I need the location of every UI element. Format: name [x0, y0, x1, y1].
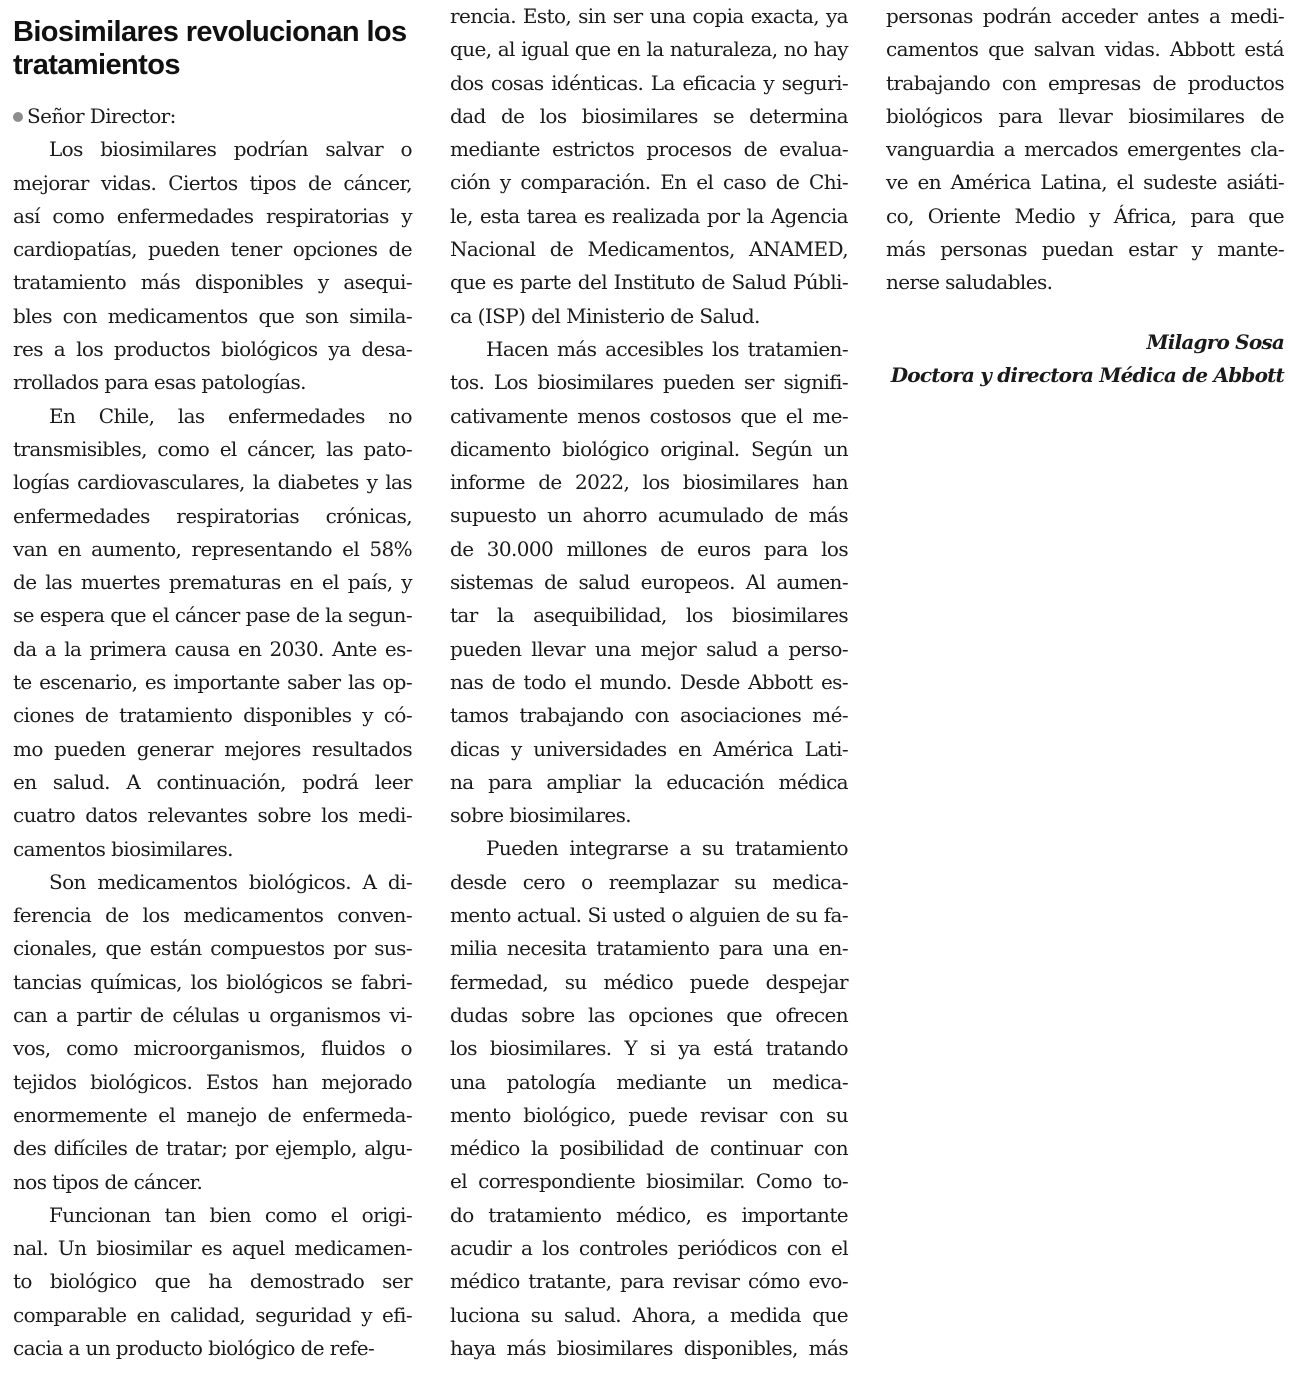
text-line: médico la posibilidad de continuar con	[450, 1136, 848, 1161]
text-line: ve en América Latina, el sudeste asiáti-	[886, 170, 1284, 195]
paragraph	[886, 0, 1284, 300]
text-line: rencia. Esto, sin ser una copia exacta, ya	[450, 4, 848, 28]
text-line: en salud. A continuación, podrá leer	[13, 769, 412, 794]
text-line: ciones de tratamiento disponibles y có-	[13, 703, 412, 728]
text-line: nal. Un biosimilar es aquel medicamen-	[13, 1236, 412, 1261]
text-line: dos cosas idénticas. La eficacia y seguri-	[450, 70, 848, 95]
text-line: médico tratante, para revisar cómo evo-	[450, 1269, 848, 1294]
text-line: res a los productos biológicos ya desa-	[13, 337, 412, 362]
text-line: comparable en calidad, seguridad y efi-	[13, 1302, 412, 1327]
text-line: camentos biosimilares.	[13, 836, 233, 861]
text-line: mento biológico, puede revisar con su	[450, 1102, 848, 1127]
text-line: desde cero o reemplazar su medica-	[450, 869, 848, 894]
text-line: informe de 2022, los biosimilares han	[450, 470, 848, 495]
text-line: Pueden integrarse a su tratamiento	[486, 836, 848, 861]
paragraph	[450, 333, 848, 832]
text-line: los biosimilares. Y si ya está tratando	[450, 1036, 848, 1061]
text-line: transmisibles, como el cáncer, las pato-	[13, 436, 412, 461]
column-2	[450, 0, 848, 1365]
text-line: sistemas de salud europeos. Al aumen-	[450, 570, 848, 595]
text-line: una patología mediante un medica-	[450, 1069, 848, 1094]
text-line: personas podrán acceder antes a medi-	[886, 4, 1284, 28]
text-line: que es parte del Instituto de Salud Públi-	[450, 270, 848, 295]
paragraph	[13, 400, 412, 866]
text-line: da a la primera causa en 2030. Ante es-	[13, 636, 412, 661]
text-line: más personas puedan estar y mante-	[886, 237, 1284, 262]
text-line: biológicos para llevar biosimilares de	[886, 103, 1284, 128]
text-line: te escenario, es importante saber las op-	[13, 670, 412, 695]
text-line: que, al igual que en la naturaleza, no hay	[450, 37, 848, 62]
column-1	[13, 0, 412, 1365]
text-line: tejidos biológicos. Estos han mejorado	[13, 1069, 412, 1094]
text-line: trabajando con empresas de productos	[886, 70, 1284, 95]
text-line: dicas y universidades en América Lati-	[450, 736, 848, 761]
text-line: fermedad, su médico puede despejar	[450, 969, 848, 994]
text-line: dad de los biosimilares se determina	[450, 103, 848, 128]
paragraph	[13, 866, 412, 1199]
text-line: milia necesita tratamiento para una en-	[450, 936, 848, 961]
text-line: Nacional de Medicamentos, ANAMED,	[450, 237, 848, 262]
text-line: tar la asequibilidad, los biosimilares	[450, 603, 848, 628]
text-line: le, esta tarea es realizada por la Agencia	[450, 203, 848, 228]
text-line: luciona su salud. Ahora, a medida que	[450, 1302, 848, 1327]
text-line: nas de todo el mundo. Desde Abbott es-	[450, 669, 848, 694]
text-line: des difíciles de tratar; por ejemplo, algu-	[13, 1136, 412, 1161]
text-line: mejorar vidas. Ciertos tipos de cáncer,	[13, 170, 412, 195]
text-line: rrollados para esas patologías.	[13, 370, 306, 395]
text-line: supuesto un ahorro acumulado de más	[450, 503, 848, 528]
headline-line: tratamientos	[13, 49, 180, 81]
paragraph	[450, 0, 848, 333]
text-line: logías cardiovasculares, la diabetes y las	[13, 470, 412, 495]
text-line: mo pueden generar mejores resultados	[13, 736, 412, 761]
text-line: ca (ISP) del Ministerio de Salud.	[450, 303, 760, 328]
text-line: tancias químicas, los biológicos se fabri-	[13, 969, 412, 994]
text-line: mento actual. Si usted o alguien de su fa-	[450, 903, 848, 928]
text-line: pueden llevar una mejor salud a perso-	[450, 636, 848, 661]
text-line: tamos trabajando con asociaciones mé-	[450, 703, 848, 728]
text-line: van en aumento, representando el 58%	[13, 536, 412, 561]
text-line: to biológico que ha demostrado ser	[13, 1269, 412, 1294]
text-line: mediante estrictos procesos de evalua-	[450, 137, 848, 162]
text-line: na para ampliar la educación médica	[450, 769, 848, 794]
text-line: enfermedades respiratorias crónicas,	[13, 503, 412, 528]
text-line: co, Oriente Medio y África, para que	[886, 203, 1284, 228]
text-line: cacia a un producto biológico de refe-	[13, 1335, 375, 1360]
column-1-body	[13, 133, 412, 1365]
signature	[886, 326, 1284, 393]
text-line: enormemente el manejo de enfermeda-	[13, 1102, 412, 1127]
text-line: cionales, que están compuestos por sus-	[13, 936, 412, 961]
text-line: tos. Los biosimilares pueden ser signifi-	[450, 370, 848, 395]
signature-title: Doctora y directora Médica de Abbott	[890, 362, 1284, 387]
paragraph	[13, 1199, 412, 1365]
text-line: así como enfermedades respiratorias y	[13, 203, 412, 228]
text-line: sobre biosimilares.	[450, 803, 632, 828]
column-3-body	[886, 0, 1284, 300]
text-line: de 30.000 millones de euros para los	[450, 536, 848, 561]
text-line: bles con medicamentos que son simila-	[13, 303, 412, 328]
text-line: can a partir de células u organismos vi-	[13, 1003, 412, 1028]
text-line: En Chile, las enfermedades no	[49, 403, 412, 428]
text-line: Hacen más accesibles los tratamien-	[486, 336, 848, 361]
text-line: do tratamiento médico, es importante	[450, 1202, 848, 1227]
text-line: haya más biosimilares disponibles, más	[450, 1335, 848, 1360]
text-line: camentos que salvan vidas. Abbott está	[886, 37, 1284, 62]
text-line: Los biosimilares podrían salvar o	[49, 137, 412, 162]
text-line: el correspondiente biosimilar. Como to-	[450, 1169, 848, 1194]
text-line: Son medicamentos biológicos. A di-	[49, 869, 412, 894]
text-line: nos tipos de cáncer.	[13, 1169, 203, 1194]
column-2-body	[450, 0, 848, 1365]
salutation-text: Señor Director:	[27, 104, 176, 128]
text-line: nerse saludables.	[886, 270, 1053, 295]
text-line: cuatro datos relevantes sobre los medi-	[13, 803, 412, 828]
paragraph	[13, 133, 412, 399]
headline-line: Biosimilares revolucionan los	[13, 16, 407, 48]
article-headline	[13, 16, 412, 82]
text-line: Funcionan tan bien como el origi-	[49, 1202, 412, 1227]
text-line: cardiopatías, pueden tener opciones de	[13, 237, 412, 262]
text-line: dudas sobre las opciones que ofrecen	[450, 1002, 848, 1027]
text-line: tratamiento más disponibles y asequi-	[13, 270, 412, 295]
text-line: vanguardia a mercados emergentes cla-	[886, 137, 1284, 162]
text-line: acudir a los controles periódicos con el	[450, 1235, 848, 1260]
text-line: ción y comparación. En el caso de Chi-	[450, 170, 848, 195]
text-line: se espera que el cáncer pase de la segun-	[13, 603, 412, 628]
bullet-icon	[13, 112, 23, 122]
text-line: dicamento biológico original. Según un	[450, 436, 848, 461]
text-line: vos, como microorganismos, fluidos o	[13, 1036, 412, 1061]
salutation	[13, 100, 412, 133]
paragraph	[450, 832, 848, 1365]
text-line: de las muertes prematuras en el país, y	[13, 570, 412, 595]
signature-name: Milagro Sosa	[1146, 329, 1284, 354]
text-line: ferencia de los medicamentos conven-	[13, 903, 412, 928]
column-3	[886, 0, 1284, 392]
text-line: cativamente menos costosos que el me-	[450, 403, 848, 428]
